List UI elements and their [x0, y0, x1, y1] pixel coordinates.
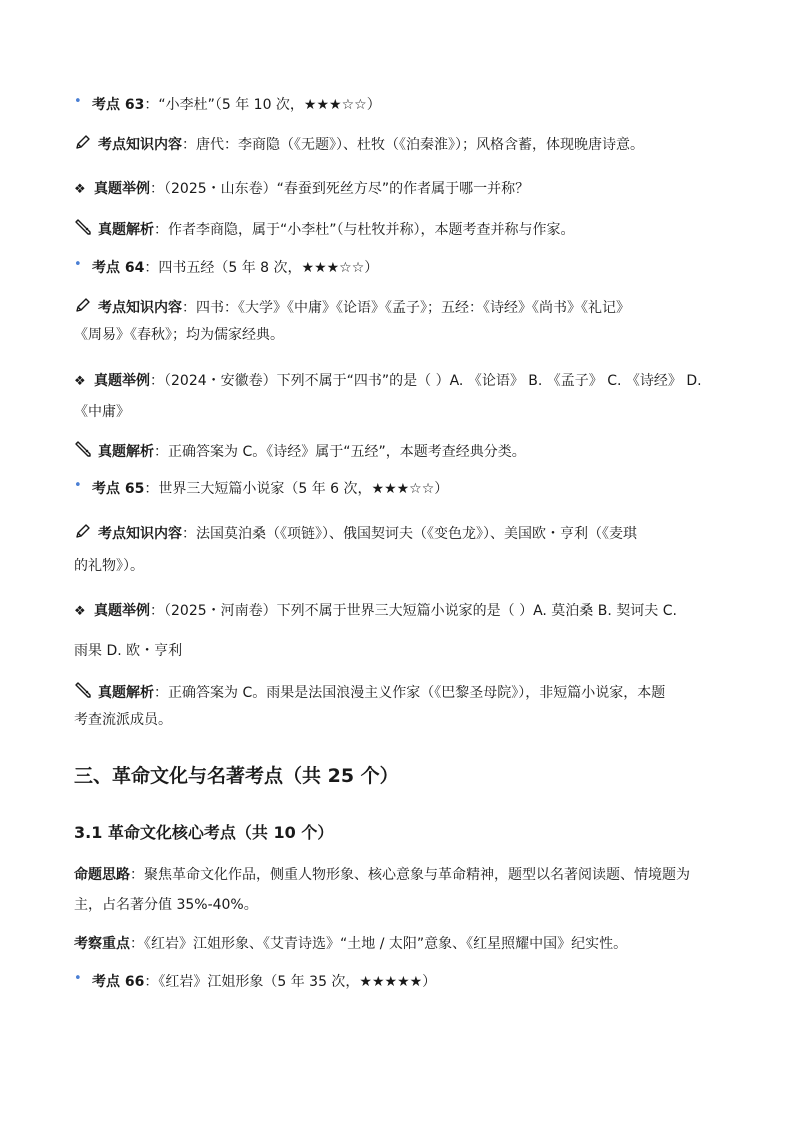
pencil-ruler-icon — [74, 440, 92, 458]
knowledge-65-line2: 的礼物》）。 — [74, 558, 144, 574]
thinking — [74, 864, 690, 884]
diamond-icon: ❖ — [74, 604, 86, 619]
analysis-65-line2: 考查流派成员。 — [74, 712, 172, 728]
knowledge-label: 考点知识内容 — [98, 300, 182, 316]
analysis-label: 真题解析 — [98, 685, 154, 701]
example-label: 真题举例 — [94, 603, 150, 619]
knowledge-label: 考点知识内容 — [98, 137, 182, 153]
analysis-text-line1: ：正确答案为 C。雨果是法国浪漫主义作家（《巴黎圣母院》），非短篇小说家，本题 — [154, 685, 666, 701]
analysis-text: ：作者李商隐，属于“小李杜”（与杜牧并称），本题考查并称与作家。 — [154, 222, 575, 238]
example-text: ：（2025・山东卷）“春蚕到死丝方尽”的作者属于哪一并称？ — [150, 181, 530, 197]
point-label: 考点 66 — [92, 974, 145, 990]
analysis-label: 真题解析 — [98, 222, 154, 238]
example-text-line1: ：（2024・安徽卷）下列不属于“四书”的是（ ）A. 《论语》 B. 《孟子》 C. 《诗经》 D. — [150, 373, 702, 389]
example-65 — [74, 600, 677, 620]
analysis-63 — [74, 218, 575, 239]
thinking-label: 命题思路 — [74, 867, 130, 883]
example-text-line1: ：（2025・河南卷）下列不属于世界三大短篇小说家的是（ ）A. 莫泊桑 B. 契诃夫 C. — [150, 603, 677, 619]
section-heading: 三、革命文化与名著考点（共 25 个） — [74, 765, 399, 787]
knowledge-label: 考点知识内容 — [98, 526, 182, 542]
bullet-icon: • — [74, 971, 82, 986]
example-63 — [74, 178, 529, 198]
knowledge-text: ：唐代：李商隐（《无题》）、杜牧（《泊秦淮》）；风格含蓄，体现晚唐诗意。 — [182, 137, 644, 153]
pencil-icon — [74, 296, 92, 314]
analysis-text: ：正确答案为 C。《诗经》属于“五经”，本题考查经典分类。 — [154, 444, 526, 460]
point-text: ：四书五经（5 年 8 次，★★★☆☆） — [144, 260, 379, 276]
knowledge-64 — [74, 296, 630, 317]
analysis-65 — [74, 681, 665, 702]
thinking-text-line1: ：聚焦革命文化作品，侧重人物形象、核心意象与革命精神，题型以名著阅读题、情境题为 — [130, 867, 690, 883]
knowledge-text-line1: ：四书：《大学》《中庸》《论语》《孟子》；五经：《诗经》《尚书》《礼记》 — [182, 300, 630, 316]
point-label: 考点 63 — [92, 97, 145, 113]
example-label: 真题举例 — [94, 181, 150, 197]
thinking-line2: 主，占名著分值 35%-40%。 — [74, 897, 258, 913]
bullet-icon: • — [74, 478, 82, 493]
pencil-icon — [74, 522, 92, 540]
focus-text: ：《红岩》江姐形象、《艾青诗选》“土地 / 太阳”意象、《红星照耀中国》纪实性。 — [130, 936, 628, 952]
knowledge-63 — [74, 133, 644, 154]
example-64 — [74, 370, 702, 390]
knowledge-64-line2: 《周易》《春秋》；均为儒家经典。 — [74, 327, 284, 343]
analysis-64 — [74, 440, 526, 461]
bullet-icon: • — [74, 94, 82, 109]
point-label: 考点 64 — [92, 260, 145, 276]
analysis-label: 真题解析 — [98, 444, 154, 460]
example-label: 真题举例 — [94, 373, 150, 389]
pencil-ruler-icon — [74, 218, 92, 236]
pencil-ruler-icon — [74, 681, 92, 699]
point-text: ：“小李杜”（5 年 10 次，★★★☆☆） — [144, 97, 381, 113]
bullet-icon: • — [74, 257, 82, 272]
point-label: 考点 65 — [92, 481, 145, 497]
diamond-icon: ❖ — [74, 374, 86, 389]
diamond-icon: ❖ — [74, 182, 86, 197]
focus — [74, 933, 627, 953]
subsection-heading: 3.1 革命文化核心考点（共 10 个） — [74, 823, 334, 842]
example-64-line2: 《中庸》 — [74, 404, 130, 420]
point-text: ：《红岩》江姐形象（5 年 35 次，★★★★★） — [144, 974, 437, 990]
example-65-line2: 雨果 D. 欧・亨利 — [74, 643, 183, 659]
knowledge-65 — [74, 522, 637, 543]
pencil-icon — [74, 133, 92, 151]
point-text: ：世界三大短篇小说家（5 年 6 次，★★★☆☆） — [144, 481, 449, 497]
knowledge-text-line1: ：法国莫泊桑（《项链》）、俄国契诃夫（《变色龙》）、美国欧・亨利（《麦琪 — [182, 526, 637, 542]
focus-label: 考察重点 — [74, 936, 130, 952]
